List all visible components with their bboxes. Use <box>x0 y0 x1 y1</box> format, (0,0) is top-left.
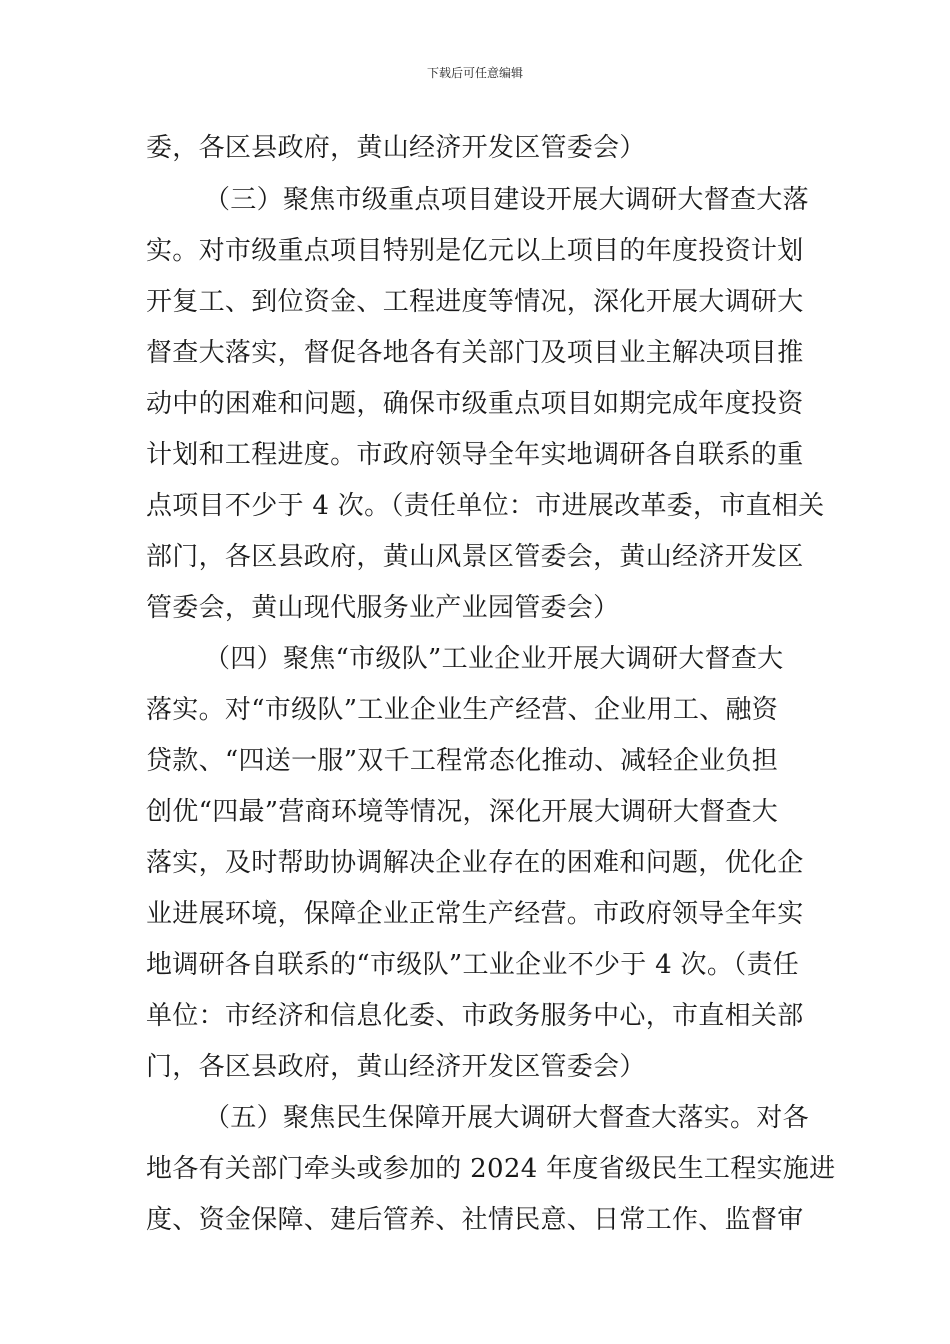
text-line: 开复工、到位资金、工程进度等情况，深化开展大调研大 <box>146 287 804 317</box>
text-line: 单位：市经济和信息化委、市政务服务中心，市直相关部 <box>146 1001 804 1031</box>
text-line: 地各有关部门牵头或参加的 2024 年度省级民生工程实施进 <box>146 1154 836 1184</box>
text-line: 管委会，黄山现代服务业产业园管委会） <box>146 593 620 623</box>
text-line: （三）聚焦市级重点项目建设开展大调研大督查大落 <box>204 185 809 215</box>
text-line: 度、资金保障、建后管养、社情民意、日常工作、监督审 <box>146 1205 804 1235</box>
text-line: 贷款、“四送一服”双千工程常态化推动、减轻企业负担 <box>146 746 779 776</box>
text-line: 计划和工程进度。市政府领导全年实地调研各自联系的重 <box>146 440 804 470</box>
text-line: 落实。对“市级队”工业企业生产经营、企业用工、融资 <box>146 695 779 725</box>
text-line: 委，各区县政府，黄山经济开发区管委会） <box>146 133 646 163</box>
text-line: （五）聚焦民生保障开展大调研大督查大落实。对各 <box>204 1103 809 1133</box>
page-header: 下载后可任意编辑 <box>426 66 523 80</box>
text-line: （四）聚焦“市级队”工业企业开展大调研大督查大 <box>204 644 784 674</box>
text-line: 实。对市级重点项目特别是亿元以上项目的年度投资计划 <box>146 236 804 266</box>
text-line: 动中的困难和问题，确保市级重点项目如期完成年度投资 <box>146 389 804 419</box>
text-line: 落实，及时帮助协调解决企业存在的困难和问题，优化企 <box>146 848 804 878</box>
text-line: 业进展环境，保障企业正常生产经营。市政府领导全年实 <box>146 899 804 929</box>
text-line: 部门，各区县政府，黄山风景区管委会，黄山经济开发区 <box>146 542 804 572</box>
text-line: 点项目不少于 4 次。（责任单位：市进展改革委，市直相关 <box>146 491 825 521</box>
text-line: 地调研各自联系的“市级队”工业企业不少于 4 次。（责任 <box>146 950 800 980</box>
text-line: 督查大落实，督促各地各有关部门及项目业主解决项目推 <box>146 338 804 368</box>
text-line: 门，各区县政府，黄山经济开发区管委会） <box>146 1052 646 1082</box>
text-line: 创优“四最”营商环境等情况，深化开展大调研大督查大 <box>146 797 779 827</box>
